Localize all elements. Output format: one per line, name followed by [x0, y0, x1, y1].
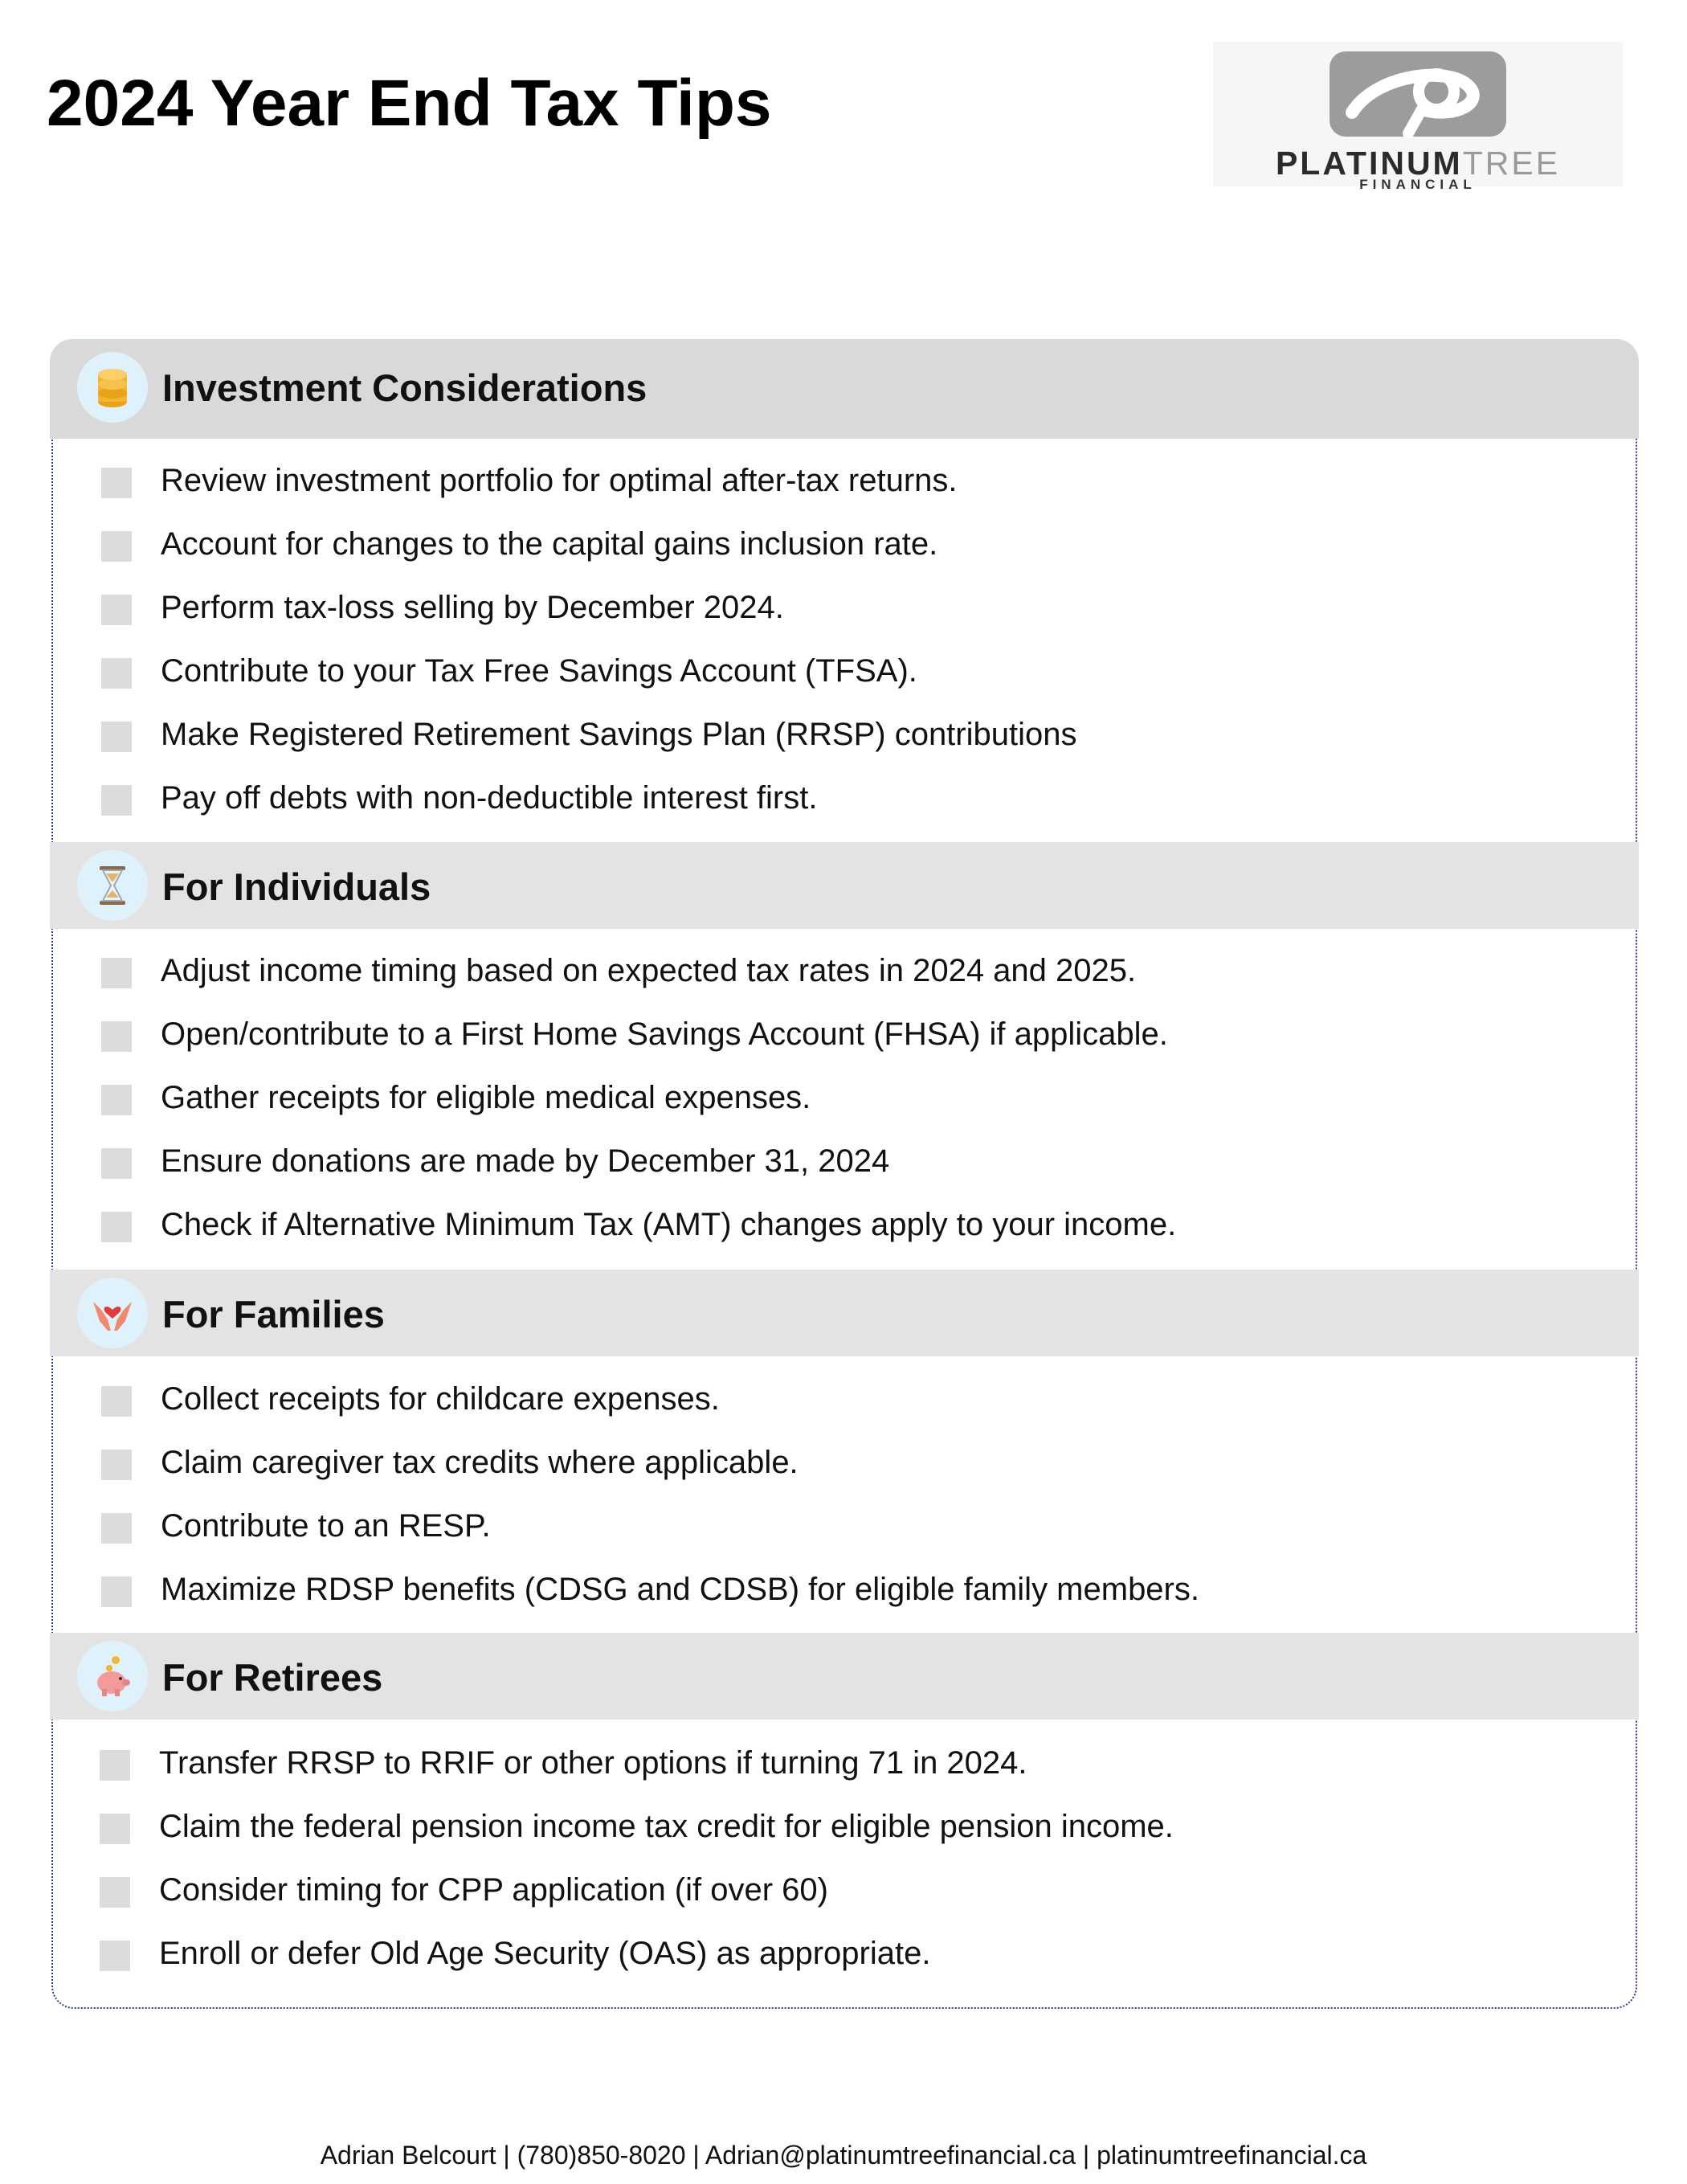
checkbox[interactable]: [100, 1814, 130, 1844]
checklist-item[interactable]: [101, 1200, 1547, 1249]
checklist-item-text: Enroll or defer Old Age Security (OAS) as appropriate.: [159, 1936, 931, 1971]
section-icon-circle: [77, 1641, 148, 1712]
checklist-item[interactable]: [100, 1866, 1546, 1914]
checklist-item-text: Collect receipts for childcare expenses.: [161, 1381, 720, 1417]
checkbox[interactable]: [100, 1750, 130, 1781]
checklist-item-text: Claim the federal pension income tax credit for eligible pension income.: [159, 1809, 1174, 1844]
checkbox[interactable]: [101, 1212, 132, 1242]
section-icon-circle: [77, 850, 148, 921]
checklist-item[interactable]: [100, 1929, 1546, 1977]
checkbox[interactable]: [101, 1386, 132, 1417]
logo-emblem-icon: [1328, 50, 1508, 138]
checklist-item[interactable]: [101, 710, 1547, 759]
section-title: Investment Considerations: [162, 366, 647, 409]
section-header-individuals: [50, 842, 1639, 929]
section-title: For Retirees: [162, 1656, 383, 1699]
checklist-item-text: Open/contribute to a First Home Savings Account (FHSA) if applicable.: [161, 1016, 1168, 1052]
checklist-item-text: Make Registered Retirement Savings Plan (RRSP) contributions: [161, 717, 1077, 752]
page-title: 2024 Year End Tax Tips: [47, 67, 772, 140]
hands-heart-icon: [88, 1289, 137, 1337]
section-header-families: [50, 1270, 1639, 1356]
checkbox[interactable]: [101, 785, 132, 816]
logo-word-secondary: TREE: [1462, 145, 1561, 182]
checklist-item[interactable]: [101, 583, 1547, 632]
checklist-item[interactable]: [101, 947, 1547, 995]
checklist-item[interactable]: [101, 647, 1547, 695]
section-header-investment: [50, 339, 1639, 439]
checkbox[interactable]: [101, 1450, 132, 1480]
checkbox[interactable]: [101, 658, 132, 689]
section-header-retirees: [50, 1633, 1639, 1720]
checklist-item-text: Contribute to an RESP.: [161, 1508, 491, 1544]
checkbox[interactable]: [101, 1021, 132, 1052]
checkbox[interactable]: [101, 958, 132, 988]
coins-icon: [88, 363, 137, 411]
checklist-item[interactable]: [101, 1565, 1547, 1613]
section-icon-circle: [77, 352, 148, 423]
checklist-item-text: Check if Alternative Minimum Tax (AMT) changes apply to your income.: [161, 1207, 1177, 1242]
checklist-item-text: Pay off debts with non-deductible interest first.: [161, 780, 818, 816]
section-title: For Families: [162, 1293, 385, 1335]
checklist-item[interactable]: [101, 520, 1547, 568]
checklist-item-text: Consider timing for CPP application (if over 60): [159, 1872, 828, 1908]
checklist-item-text: Ensure donations are made by December 31, 2024: [161, 1143, 890, 1179]
checkbox[interactable]: [100, 1941, 130, 1971]
section-title: For Individuals: [162, 865, 431, 908]
checklist-item-text: Adjust income timing based on expected tax rates in 2024 and 2025.: [161, 953, 1137, 988]
checklist-item-text: Claim caregiver tax credits where applicable.: [161, 1445, 799, 1480]
checklist-item[interactable]: [100, 1802, 1546, 1851]
checklist-item[interactable]: [101, 1010, 1547, 1058]
checklist-item[interactable]: [101, 456, 1547, 505]
checklist-item[interactable]: [101, 1137, 1547, 1185]
checkbox[interactable]: [101, 1577, 132, 1607]
checklist-item-text: Review investment portfolio for optimal after-tax returns.: [161, 463, 958, 498]
checkbox[interactable]: [101, 1148, 132, 1179]
section-icon-circle: [77, 1278, 148, 1348]
checkbox[interactable]: [101, 1085, 132, 1115]
checklist-item-text: Contribute to your Tax Free Savings Account (TFSA).: [161, 653, 917, 689]
checklist-item[interactable]: [101, 1502, 1547, 1550]
contact-footer: Adrian Belcourt | (780)850-8020 | Adrian@platinumtreefinancial.ca | platinumtreefinancial.ca: [320, 2141, 1367, 2170]
checkbox[interactable]: [101, 468, 132, 498]
company-logo: [1213, 42, 1623, 192]
checklist-item-text: Transfer RRSP to RRIF or other options if turning 71 in 2024.: [159, 1745, 1027, 1781]
checklist-item[interactable]: [101, 1074, 1547, 1122]
checkbox[interactable]: [101, 531, 132, 562]
checklist-item[interactable]: [101, 1375, 1547, 1423]
checklist-item[interactable]: [100, 1739, 1546, 1787]
checkbox[interactable]: [100, 1877, 130, 1908]
checklist-item-text: Account for changes to the capital gains inclusion rate.: [161, 526, 938, 562]
checkbox[interactable]: [101, 722, 132, 752]
checklist-item[interactable]: [101, 1438, 1547, 1487]
checklist-item[interactable]: [101, 774, 1547, 822]
checklist-item-text: Gather receipts for eligible medical expenses.: [161, 1080, 811, 1115]
logo-word-primary: PLATINUM: [1275, 145, 1463, 182]
logo-subtitle: FINANCIAL: [1359, 177, 1477, 192]
checklist-item-text: Maximize RDSP benefits (CDSG and CDSB) for eligible family members.: [161, 1572, 1199, 1607]
checklist-item-text: Perform tax-loss selling by December 2024.: [161, 590, 784, 625]
hourglass-icon: [88, 861, 137, 910]
piggy-bank-icon: [88, 1652, 137, 1700]
checkbox[interactable]: [101, 595, 132, 625]
checkbox[interactable]: [101, 1513, 132, 1544]
